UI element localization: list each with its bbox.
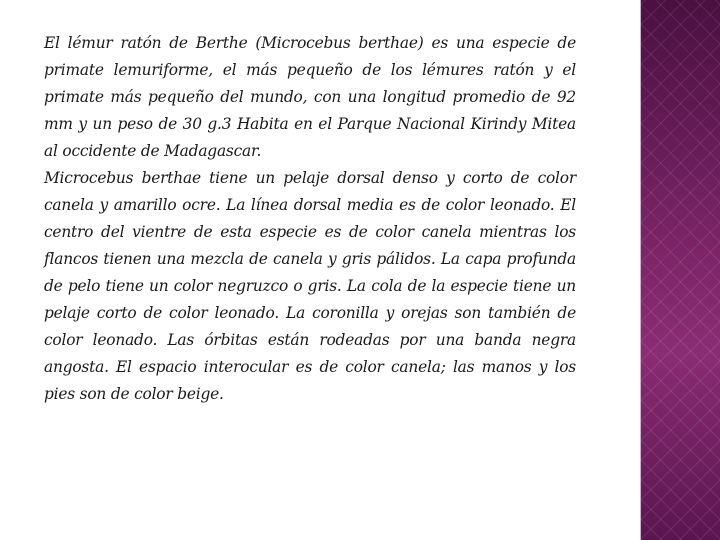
paragraph-description: Microcebus berthae tiene un pelaje dorsal denso y corto de color canela y amarillo ocre. La línea dorsal media es de color leonado. El centro del vientre de esta especie es de color canela mientras los flancos tienen una mezcla de canela y gris pálidos. La capa profunda de pelo tiene un color negruzco o gris. La cola de la especie tiene un pelaje corto de color leonado. La coronilla y orejas son también de color leonado. Las órbitas están rodeadas por una banda negra angosta. El espacio interocular es de color canela; las manos y los pies son de color beige. [44,169,576,403]
slide-body-text [44,30,576,408]
paragraph-intro: El lémur ratón de Berthe (Microcebus berthae) es una especie de primate lemuriforme, el más pequeño de los lémures ratón y el primate más pequeño del mundo, con una longitud promedio de 92 mm y un peso de 30 g.3 Habita en el Parque Nacional Kirindy Mitea al occidente de Madagascar. [44,34,576,160]
decorative-side-panel [641,0,720,540]
